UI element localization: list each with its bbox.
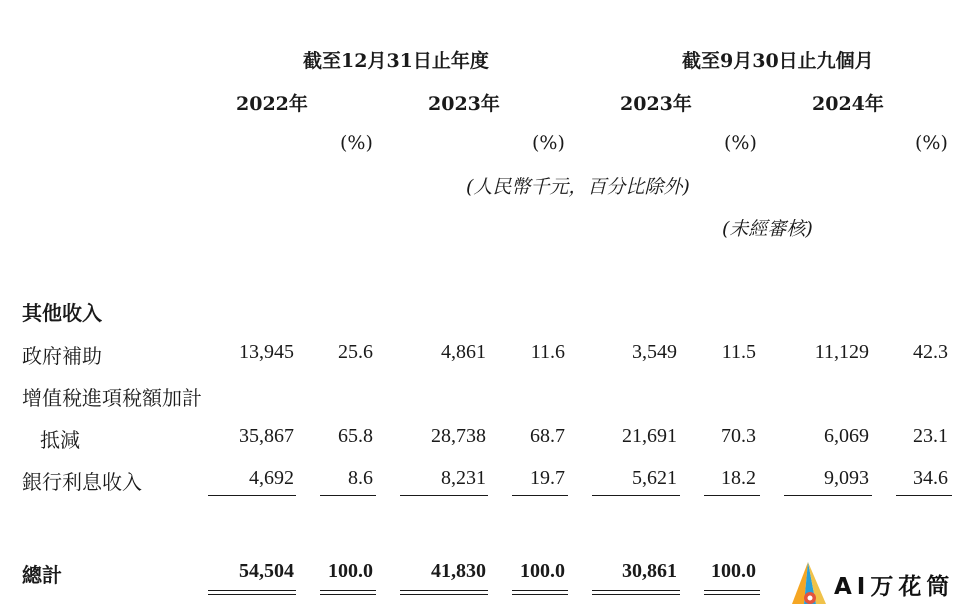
total-double-rule (592, 594, 680, 595)
total-cell: 54,504 (239, 560, 294, 582)
year-header-2023-nine: 2023年 (620, 93, 692, 115)
total-cell: 100.0 (711, 560, 756, 582)
table-cell: 8.6 (348, 467, 373, 489)
table-cell: 28,738 (431, 425, 486, 447)
row-label-bank-interest: 銀行利息收入 (22, 470, 142, 494)
year-header-2024: 2024年 (812, 93, 884, 115)
table-cell: 4,861 (441, 341, 486, 363)
year-header-2023-full: 2023年 (428, 93, 500, 115)
row-label-vat-deduction: 增值稅進項稅額加計 (22, 386, 202, 410)
table-cell: 9,093 (824, 467, 869, 489)
table-cell: 13,945 (239, 341, 294, 363)
total-double-rule (512, 594, 568, 595)
total-double-rule (320, 590, 376, 591)
period-header-nine-months: 截至9月30日止九個月 (682, 50, 874, 72)
table-cell: 5,621 (632, 467, 677, 489)
total-double-rule (208, 594, 296, 595)
unaudited-note: (未經審核) (722, 218, 813, 240)
table-cell: 70.3 (721, 425, 756, 447)
table-cell: 25.6 (338, 341, 373, 363)
total-cell: 100.0 (328, 560, 373, 582)
subtotal-rule (512, 495, 568, 496)
total-cell: 30,861 (622, 560, 677, 582)
total-double-rule (400, 594, 488, 595)
table-cell: 8,231 (441, 467, 486, 489)
total-double-rule (704, 590, 760, 591)
total-cell: 100.0 (520, 560, 565, 582)
period-header-year-end: 截至12月31日止年度 (303, 50, 489, 72)
subtotal-rule (896, 495, 952, 496)
table-cell: 11,129 (814, 341, 869, 363)
total-double-rule (592, 590, 680, 591)
total-double-rule (512, 590, 568, 591)
table-cell: 21,691 (622, 425, 677, 447)
total-double-rule (704, 594, 760, 595)
row-label-vat-deduction-cont: 抵減 (40, 428, 80, 452)
pct-header: (%) (724, 132, 757, 154)
table-cell: 68.7 (530, 425, 565, 447)
table-cell: 65.8 (338, 425, 373, 447)
table-cell: 42.3 (913, 341, 948, 363)
total-double-rule (320, 594, 376, 595)
table-cell: 3,549 (632, 341, 677, 363)
table-cell: 4,692 (249, 467, 294, 489)
table-cell: 18.2 (721, 467, 756, 489)
row-label-government-grants: 政府補助 (22, 344, 102, 368)
subtotal-rule (320, 495, 376, 496)
total-double-rule (208, 590, 296, 591)
subtotal-rule (704, 495, 760, 496)
section-title: 其他收入 (22, 301, 102, 325)
pct-header: (%) (915, 132, 948, 154)
table-cell: 19.7 (530, 467, 565, 489)
total-label: 總計 (22, 563, 62, 587)
subtotal-rule (208, 495, 296, 496)
total-cell: 41,830 (431, 560, 486, 582)
subtotal-rule (592, 495, 680, 496)
currency-note: (人民幣千元，百分比除外) (466, 176, 690, 198)
table-cell: 23.1 (913, 425, 948, 447)
total-double-rule (400, 590, 488, 591)
table-cell: 35,867 (239, 425, 294, 447)
watermark-logo (788, 558, 958, 608)
logo-mark-icon (788, 558, 832, 608)
pct-header: (%) (340, 132, 373, 154)
subtotal-rule (784, 495, 872, 496)
table-cell: 11.5 (721, 341, 756, 363)
year-header-2022: 2022年 (236, 93, 308, 115)
table-cell: 34.6 (913, 467, 948, 489)
watermark-text: AI万花筒 (834, 574, 955, 600)
table-cell: 6,069 (824, 425, 869, 447)
pct-header: (%) (532, 132, 565, 154)
table-cell: 11.6 (530, 341, 565, 363)
subtotal-rule (400, 495, 488, 496)
